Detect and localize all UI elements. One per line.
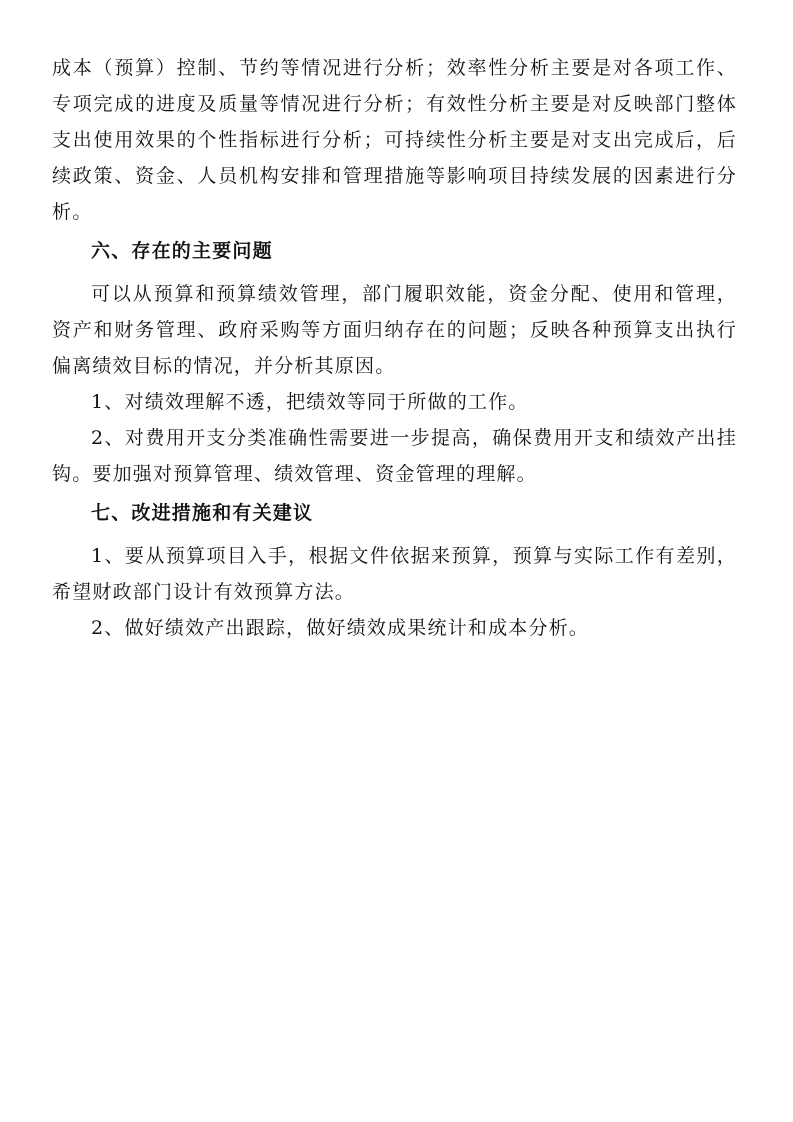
suggestion-item-1: 1、要从预算项目入手，根据文件依据来预算，预算与实际工作有差别，希望财政部门设计有效预算方法。 (52, 545, 737, 603)
section-heading-problems: 六、存在的主要问题 (91, 240, 273, 262)
continuation-paragraph: 成本（预算）控制、节约等情况进行分析；效率性分析主要是对各项工作、专项完成的进度及质量等情况进行分析；有效性分析主要是对反映部门整体支出使用效果的个性指标进行分析；可持续性分析主要是对支出完成后，后续政策、资金、人员机构安排和管理措施等影响项目持续发展的因素进行分析。 (52, 57, 737, 223)
document-page (52, 50, 737, 646)
problem-item-2: 2、对费用开支分类准确性需要进一步提高，确保费用开支和绩效产出挂钩。要加强对预算管理、绩效管理、资金管理的理解。 (52, 427, 737, 485)
suggestion-item-2: 2、做好绩效产出跟踪，做好绩效成果统计和成本分析。 (91, 617, 590, 639)
problem-item-1: 1、对绩效理解不透，把绩效等同于所做的工作。 (91, 391, 529, 413)
problems-intro-paragraph: 可以从预算和预算绩效管理，部门履职效能，资金分配、使用和管理，资产和财务管理、政府采购等方面归纳存在的问题；反映各种预算支出执行偏离绩效目标的情况，并分析其原因。 (52, 283, 737, 377)
section-heading-suggestions: 七、改进措施和有关建议 (91, 502, 314, 524)
